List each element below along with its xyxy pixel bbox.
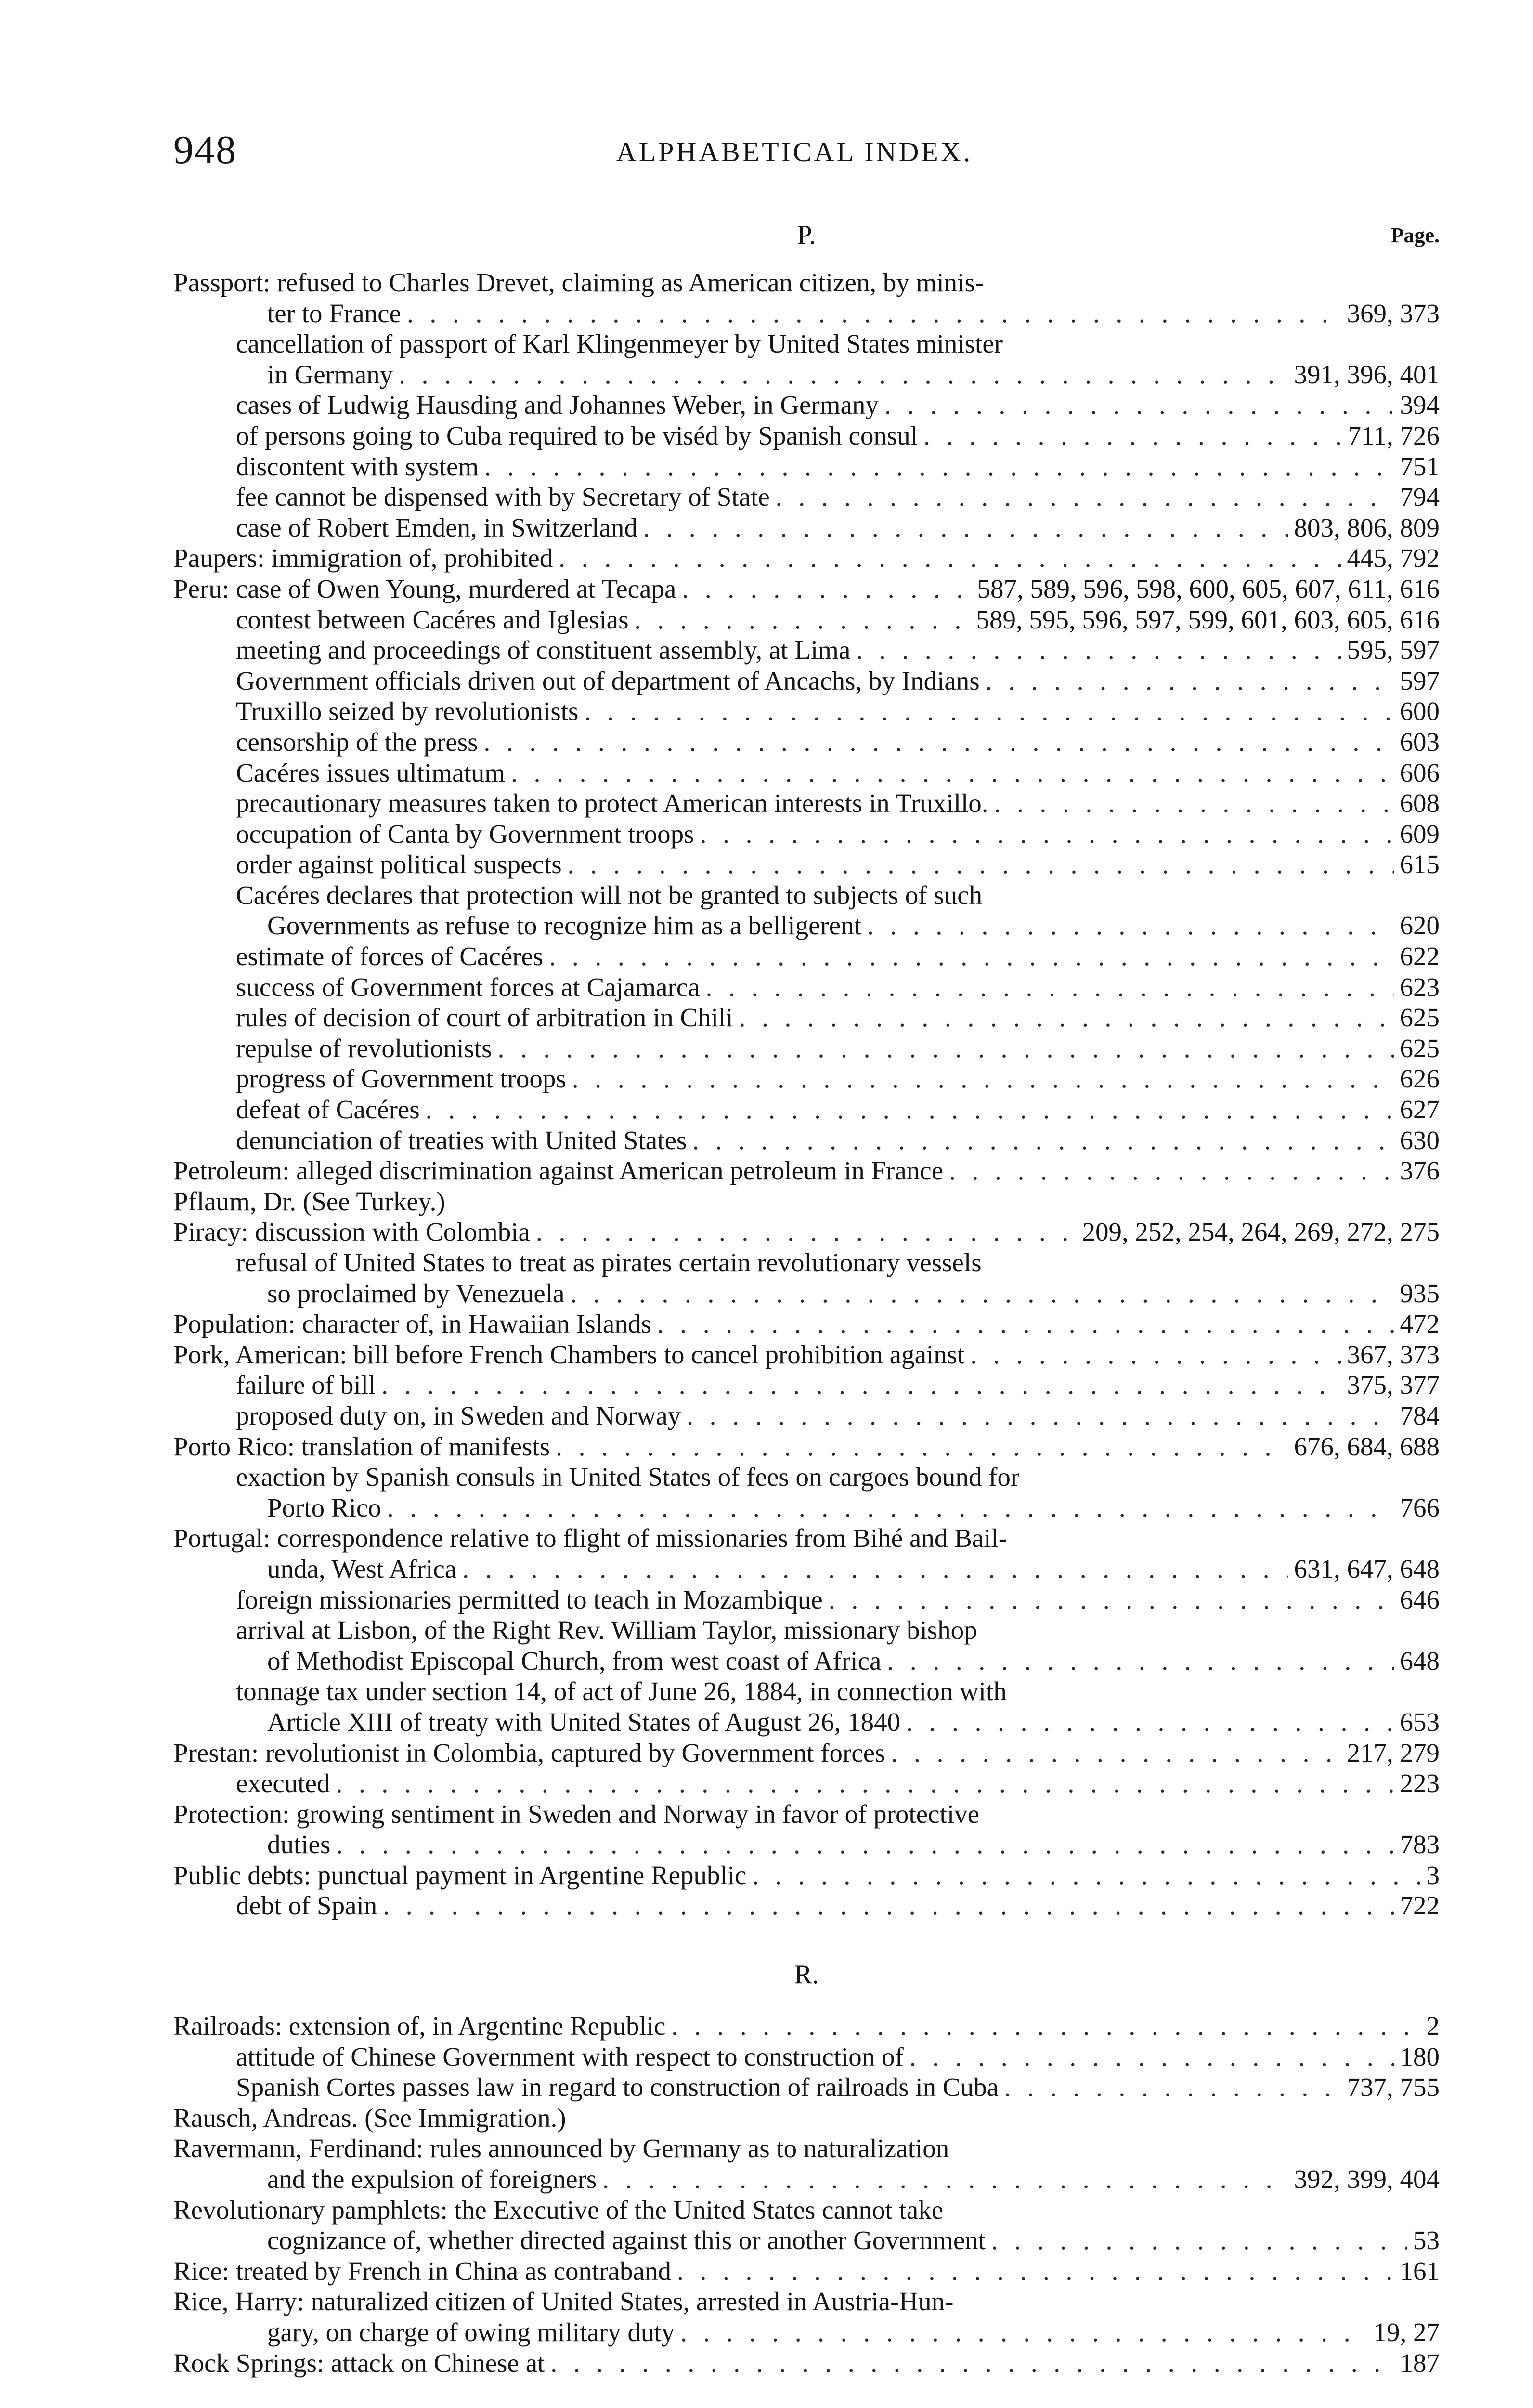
entry-page-numbers: 53 <box>1413 2225 1440 2255</box>
entry-text: Ravermann, Ferdinand: rules announced by Germany as to naturalization <box>173 2133 949 2163</box>
section-letter: R. <box>794 1960 819 1989</box>
leader-dots <box>887 1646 1394 1676</box>
entry-text: of persons going to Cuba required to be viséd by Spanish consul <box>236 420 918 450</box>
index-entry-line <box>173 1033 1440 1064</box>
index-entry-line <box>173 543 1440 574</box>
entry-page-numbers: 472 <box>1400 1309 1440 1339</box>
index-entry-line <box>173 2072 1440 2103</box>
entry-text: unda, West Africa <box>267 1554 457 1584</box>
index-entry-line <box>173 390 1440 420</box>
entry-text: proposed duty on, in Sweden and Norway <box>236 1400 681 1430</box>
entry-page-numbers: 627 <box>1400 1095 1440 1125</box>
entry-text: rules of decision of court of arbitration in Chili <box>236 1003 733 1033</box>
entry-page-numbers: 653 <box>1400 1707 1440 1737</box>
index-entry-line <box>173 727 1440 758</box>
leader-dots <box>484 727 1394 758</box>
index-entry-line <box>173 1492 1440 1523</box>
leader-dots <box>986 666 1394 696</box>
index-entry-line <box>173 849 1440 880</box>
leader-dots <box>692 1125 1394 1156</box>
entry-page-numbers: 376 <box>1400 1156 1440 1186</box>
leader-dots <box>752 1860 1420 1891</box>
entry-page-numbers: 589, 595, 596, 597, 599, 601, 603, 605, 616 <box>976 604 1440 634</box>
leader-dots <box>498 1033 1394 1064</box>
entry-text: Cacéres declares that protection will not be granted to subjects of such <box>236 880 983 910</box>
entry-page-numbers: 2 <box>1426 2011 1440 2041</box>
leader-dots <box>829 1584 1394 1615</box>
index-entry-line <box>173 1646 1440 1676</box>
leader-dots <box>536 1217 1077 1247</box>
index-entry-line <box>173 1768 1440 1799</box>
entry-page-numbers: 631, 647, 648 <box>1294 1554 1440 1584</box>
entry-text: tonnage tax under section 14, of act of June 26, 1884, in connection with <box>236 1676 1007 1706</box>
entry-text: Peru: case of Owen Young, murdered at Tecapa <box>173 574 676 603</box>
entry-text: Spanish Cortes passes law in regard to construction of railroads in Cuba <box>236 2072 999 2102</box>
entry-page-numbers: 630 <box>1400 1125 1440 1155</box>
entry-page-numbers: 711, 726 <box>1348 420 1440 450</box>
leader-dots <box>383 1890 1394 1921</box>
entry-page-numbers: 609 <box>1400 819 1440 849</box>
entry-text: Rock Springs: attack on Chinese at <box>173 2348 545 2378</box>
index-entry-line <box>173 1890 1440 1921</box>
index-entry-line <box>173 267 1440 298</box>
index-entry-line <box>173 788 1440 819</box>
entry-text: of Methodist Episcopal Church, from west coast of Africa <box>267 1646 882 1675</box>
leader-dots <box>559 543 1341 574</box>
entry-text: contest between Cacéres and Iglesias <box>236 604 629 634</box>
index-entries-r <box>173 2011 1440 2378</box>
index-entry-line <box>173 328 1440 359</box>
index-entry-line <box>173 2042 1440 2072</box>
leader-dots <box>991 2225 1407 2256</box>
entry-page-numbers: 722 <box>1400 1891 1440 1921</box>
index-entry-line <box>173 1370 1440 1400</box>
entry-text: Railroads: extension of, in Argentine Republic <box>173 2011 666 2041</box>
index-entry-line <box>173 1002 1440 1033</box>
index-entry-line <box>173 635 1440 666</box>
entry-text: case of Robert Emden, in Switzerland <box>236 512 637 542</box>
index-entry-line <box>173 1799 1440 1830</box>
index-entry-line <box>173 666 1440 696</box>
entry-text: Government officials driven out of department of Ancachs, by Indians <box>236 666 980 695</box>
entry-page-numbers: 187 <box>1400 2348 1440 2378</box>
entry-text: occupation of Canta by Government troops <box>236 819 694 849</box>
index-entry-line <box>173 359 1440 390</box>
entry-text: Porto Rico <box>267 1492 381 1522</box>
leader-dots <box>387 1492 1394 1523</box>
index-entry-line <box>173 512 1440 543</box>
index-entry-line <box>173 1584 1440 1615</box>
entry-text: Population: character of, in Hawaiian Islands <box>173 1309 651 1339</box>
entry-text: Porto Rico: translation of manifests <box>173 1431 550 1461</box>
entry-text: refusal of United States to treat as pirates certain revolutionary vessels <box>236 1248 982 1277</box>
entry-text: and the expulsion of foreigners <box>267 2164 597 2194</box>
entry-text: Petroleum: alleged discrimination against American petroleum in France <box>173 1156 944 1186</box>
entry-page-numbers: 676, 684, 688 <box>1294 1431 1440 1461</box>
index-entry-line <box>173 2103 1440 2133</box>
entry-text: Pork, American: bill before French Chambers to cancel prohibition against <box>173 1339 965 1369</box>
index-entry-line <box>173 1707 1440 1738</box>
entry-text: Passport: refused to Charles Drevet, claiming as American citizen, by minis- <box>173 268 984 297</box>
entry-page-numbers: 935 <box>1400 1278 1440 1308</box>
leader-dots <box>700 819 1394 850</box>
index-entry-line <box>173 1523 1440 1554</box>
entry-page-numbers: 623 <box>1400 972 1440 1002</box>
entry-page-numbers: 369, 373 <box>1347 298 1440 328</box>
entry-page-numbers: 445, 792 <box>1347 543 1440 573</box>
entry-text: failure of bill <box>236 1370 376 1400</box>
leader-dots <box>549 941 1394 972</box>
entry-page-numbers: 161 <box>1400 2256 1440 2286</box>
leader-dots <box>884 390 1394 420</box>
entry-page-numbers: 606 <box>1400 758 1440 787</box>
leader-dots <box>643 512 1288 543</box>
entry-text: Paupers: immigration of, prohibited <box>173 543 553 573</box>
index-entry-line <box>173 1247 1440 1278</box>
leader-dots <box>923 420 1342 451</box>
entry-page-numbers: 766 <box>1400 1492 1440 1522</box>
entry-page-numbers: 223 <box>1400 1768 1440 1798</box>
entry-text: exaction by Spanish consuls in United States of fees on cargoes bound for <box>236 1462 1020 1492</box>
entry-page-numbers: 803, 806, 809 <box>1294 512 1440 542</box>
entry-page-numbers: 646 <box>1400 1584 1440 1614</box>
index-entry-line <box>173 758 1440 788</box>
leader-dots <box>706 972 1394 1003</box>
entry-page-numbers: 392, 399, 404 <box>1294 2164 1440 2194</box>
leader-dots <box>426 1094 1394 1125</box>
entry-text: Cacéres issues ultimatum <box>236 758 506 787</box>
index-entry-line <box>173 1278 1440 1309</box>
entry-page-numbers: 625 <box>1400 1003 1440 1033</box>
entry-page-numbers: 209, 252, 254, 264, 269, 272, 275 <box>1082 1217 1440 1247</box>
page-header <box>173 126 1416 179</box>
entry-page-numbers: 648 <box>1400 1646 1440 1675</box>
index-entry-line <box>173 910 1440 941</box>
leader-dots <box>550 2348 1394 2379</box>
leader-dots <box>687 1400 1394 1431</box>
index-entry-line <box>173 1309 1440 1339</box>
running-title: ALPHABETICAL INDEX. <box>616 136 973 168</box>
entry-text: repulse of revolutionists <box>236 1033 492 1063</box>
index-entry-line <box>173 2133 1440 2164</box>
entry-page-numbers: 600 <box>1400 696 1440 726</box>
leader-dots <box>949 1155 1394 1186</box>
section-letter: P. <box>797 220 816 250</box>
leader-dots <box>906 1707 1394 1738</box>
index-entry-line <box>173 2348 1440 2379</box>
leader-dots <box>776 482 1394 512</box>
entry-page-numbers: 180 <box>1400 2042 1440 2071</box>
index-entry-line <box>173 1339 1440 1370</box>
index-entry-line <box>173 2164 1440 2195</box>
leader-dots <box>856 635 1341 666</box>
entry-page-numbers: 784 <box>1400 1400 1440 1430</box>
leader-dots <box>970 1339 1341 1370</box>
leader-dots <box>994 788 1394 819</box>
entry-text: foreign missionaries permitted to teach in Mozambique <box>236 1584 823 1614</box>
index-entry-line <box>173 1400 1440 1431</box>
index-entry-line <box>173 1829 1440 1860</box>
entry-page-numbers: 622 <box>1400 942 1440 971</box>
leader-dots <box>407 298 1341 329</box>
page-number: 948 <box>173 128 237 172</box>
leader-dots <box>381 1370 1341 1400</box>
entry-text: Portugal: correspondence relative to flight of missionaries from Bihé and Bail- <box>173 1523 1008 1553</box>
entry-text: Governments as refuse to recognize him as a belligerent <box>267 911 861 941</box>
entry-page-numbers: 367, 373 <box>1347 1339 1440 1369</box>
leader-dots <box>909 2042 1394 2072</box>
index-entry-line <box>173 1125 1440 1156</box>
leader-dots <box>635 604 971 635</box>
index-entry-line <box>173 1217 1440 1247</box>
entry-text: defeat of Cacéres <box>236 1095 420 1125</box>
index-entry-line <box>173 819 1440 850</box>
entry-text: denunciation of treaties with United States <box>236 1125 687 1155</box>
index-entry-line <box>173 298 1440 329</box>
entry-text: in Germany <box>267 359 393 389</box>
index-entry-line <box>173 574 1440 604</box>
entry-text: cognizance of, whether directed against this or another Government <box>267 2225 986 2255</box>
entry-text: arrival at Lisbon, of the Right Rev. William Taylor, missionary bishop <box>236 1615 977 1645</box>
section-heading-p <box>173 216 1440 254</box>
index-entry-line <box>173 451 1440 482</box>
index-entry-line <box>173 2286 1440 2317</box>
index-entry-line <box>173 880 1440 911</box>
entry-page-numbers: 597 <box>1400 666 1440 695</box>
leader-dots <box>602 2164 1288 2195</box>
index-entry-line <box>173 1063 1440 1094</box>
leader-dots <box>568 849 1394 880</box>
entry-text: Prestan: revolutionist in Colombia, captured by Government forces <box>173 1738 885 1767</box>
index-entry-line <box>173 1186 1440 1217</box>
index-entry-line <box>173 696 1440 727</box>
leader-dots <box>336 1768 1394 1799</box>
leader-dots <box>511 758 1394 788</box>
index-entry-line <box>173 941 1440 972</box>
entry-text: estimate of forces of Cacéres <box>236 942 544 971</box>
index-entry-line <box>173 2195 1440 2225</box>
entry-page-numbers: 587, 589, 596, 598, 600, 605, 607, 611, 616 <box>977 574 1440 603</box>
index-entry-line <box>173 2317 1440 2348</box>
entry-page-numbers: 620 <box>1400 911 1440 941</box>
entry-text: progress of Government troops <box>236 1064 566 1094</box>
entry-text: cases of Ludwig Hausding and Johannes Weber, in Germany <box>236 390 879 420</box>
index-entry-line <box>173 420 1440 451</box>
index-entry-line <box>173 972 1440 1003</box>
leader-dots <box>739 1002 1394 1033</box>
leader-dots <box>680 2317 1367 2348</box>
index-entry-line <box>173 1615 1440 1646</box>
leader-dots <box>584 696 1394 727</box>
index-entry-line <box>173 1155 1440 1186</box>
index-entry-line <box>173 1676 1440 1707</box>
leader-dots <box>572 1063 1394 1094</box>
entry-text: Rausch, Andreas. (See Immigration.) <box>173 2103 566 2133</box>
entry-text: Piracy: discussion with Colombia <box>173 1217 530 1247</box>
index-entries-p <box>173 267 1440 1921</box>
entry-text: Truxillo seized by revolutionists <box>236 696 579 726</box>
entry-text: attitude of Chinese Government with respect to construction of <box>236 2042 904 2071</box>
entry-text: Revolutionary pamphlets: the Executive of the United States cannot take <box>173 2195 944 2225</box>
index-entry-line <box>173 1860 1440 1891</box>
section-heading-r <box>173 1955 1440 1994</box>
entry-text: meeting and proceedings of constituent assembly, at Lima <box>236 635 851 665</box>
leader-dots <box>682 574 971 604</box>
entry-text: cancellation of passport of Karl Klingenmeyer by United States minister <box>236 329 1003 359</box>
leader-dots <box>677 2256 1394 2287</box>
leader-dots <box>671 2011 1420 2042</box>
entry-text: Article XIII of treaty with United States of August 26, 1840 <box>267 1707 901 1737</box>
entry-page-numbers: 737, 755 <box>1347 2072 1440 2102</box>
entry-text: gary, on charge of owing military duty <box>267 2317 675 2347</box>
leader-dots <box>462 1554 1288 1584</box>
index-entry-line <box>173 1431 1440 1462</box>
leader-dots <box>336 1829 1394 1860</box>
entry-text: Public debts: punctual payment in Argentine Republic <box>173 1860 747 1890</box>
entry-page-numbers: 217, 279 <box>1347 1738 1440 1767</box>
entry-page-numbers: 751 <box>1400 451 1440 481</box>
leader-dots <box>891 1738 1341 1768</box>
entry-page-numbers: 3 <box>1426 1860 1440 1890</box>
index-entry-line <box>173 2256 1440 2287</box>
entry-text: Rice, Harry: naturalized citizen of United States, arrested in Austria-Hun- <box>173 2287 954 2316</box>
entry-page-numbers: 625 <box>1400 1033 1440 1063</box>
index-entry-line <box>173 482 1440 512</box>
leader-dots <box>657 1309 1394 1339</box>
index-entry-line <box>173 1094 1440 1125</box>
index-entry-line <box>173 2225 1440 2256</box>
page-column-heading: Page. <box>1390 223 1440 247</box>
entry-text: precautionary measures taken to protect American interests in Truxillo. <box>236 788 988 818</box>
entry-text: Rice: treated by French in China as contraband <box>173 2256 671 2286</box>
entry-page-numbers: 615 <box>1400 850 1440 879</box>
entry-text: censorship of the press <box>236 727 478 757</box>
entry-page-numbers: 391, 396, 401 <box>1294 359 1440 389</box>
entry-page-numbers: 603 <box>1400 727 1440 757</box>
leader-dots <box>484 451 1394 482</box>
entry-text: Protection: growing sentiment in Sweden and Norway in favor of protective <box>173 1799 980 1829</box>
entry-text: order against political suspects <box>236 850 562 879</box>
leader-dots <box>571 1278 1394 1309</box>
leader-dots <box>867 910 1394 941</box>
entry-text: fee cannot be dispensed with by Secretary of State <box>236 482 770 512</box>
entry-page-numbers: 19, 27 <box>1373 2317 1440 2347</box>
leader-dots <box>1004 2072 1341 2103</box>
entry-page-numbers: 595, 597 <box>1347 635 1440 665</box>
leader-dots <box>556 1431 1288 1462</box>
entry-page-numbers: 608 <box>1400 788 1440 818</box>
index-entry-line <box>173 1738 1440 1768</box>
index-entry-line <box>173 1554 1440 1584</box>
entry-text: executed <box>236 1768 330 1798</box>
entry-text: discontent with system <box>236 451 479 481</box>
entry-page-numbers: 626 <box>1400 1064 1440 1094</box>
entry-page-numbers: 783 <box>1400 1830 1440 1859</box>
entry-text: debt of Spain <box>236 1891 377 1921</box>
entry-text: success of Government forces at Cajamarca <box>236 972 700 1002</box>
entry-page-numbers: 794 <box>1400 482 1440 512</box>
index-entry-line <box>173 1462 1440 1492</box>
index-entry-line <box>173 604 1440 635</box>
entry-page-numbers: 375, 377 <box>1347 1370 1440 1400</box>
index-entry-line <box>173 2011 1440 2042</box>
leader-dots <box>399 359 1288 390</box>
entry-text: duties <box>267 1830 331 1859</box>
entry-text: ter to France <box>267 298 401 328</box>
entry-text: Pflaum, Dr. (See Turkey.) <box>173 1186 445 1216</box>
entry-text: so proclaimed by Venezuela <box>267 1278 565 1308</box>
entry-page-numbers: 394 <box>1400 390 1440 420</box>
